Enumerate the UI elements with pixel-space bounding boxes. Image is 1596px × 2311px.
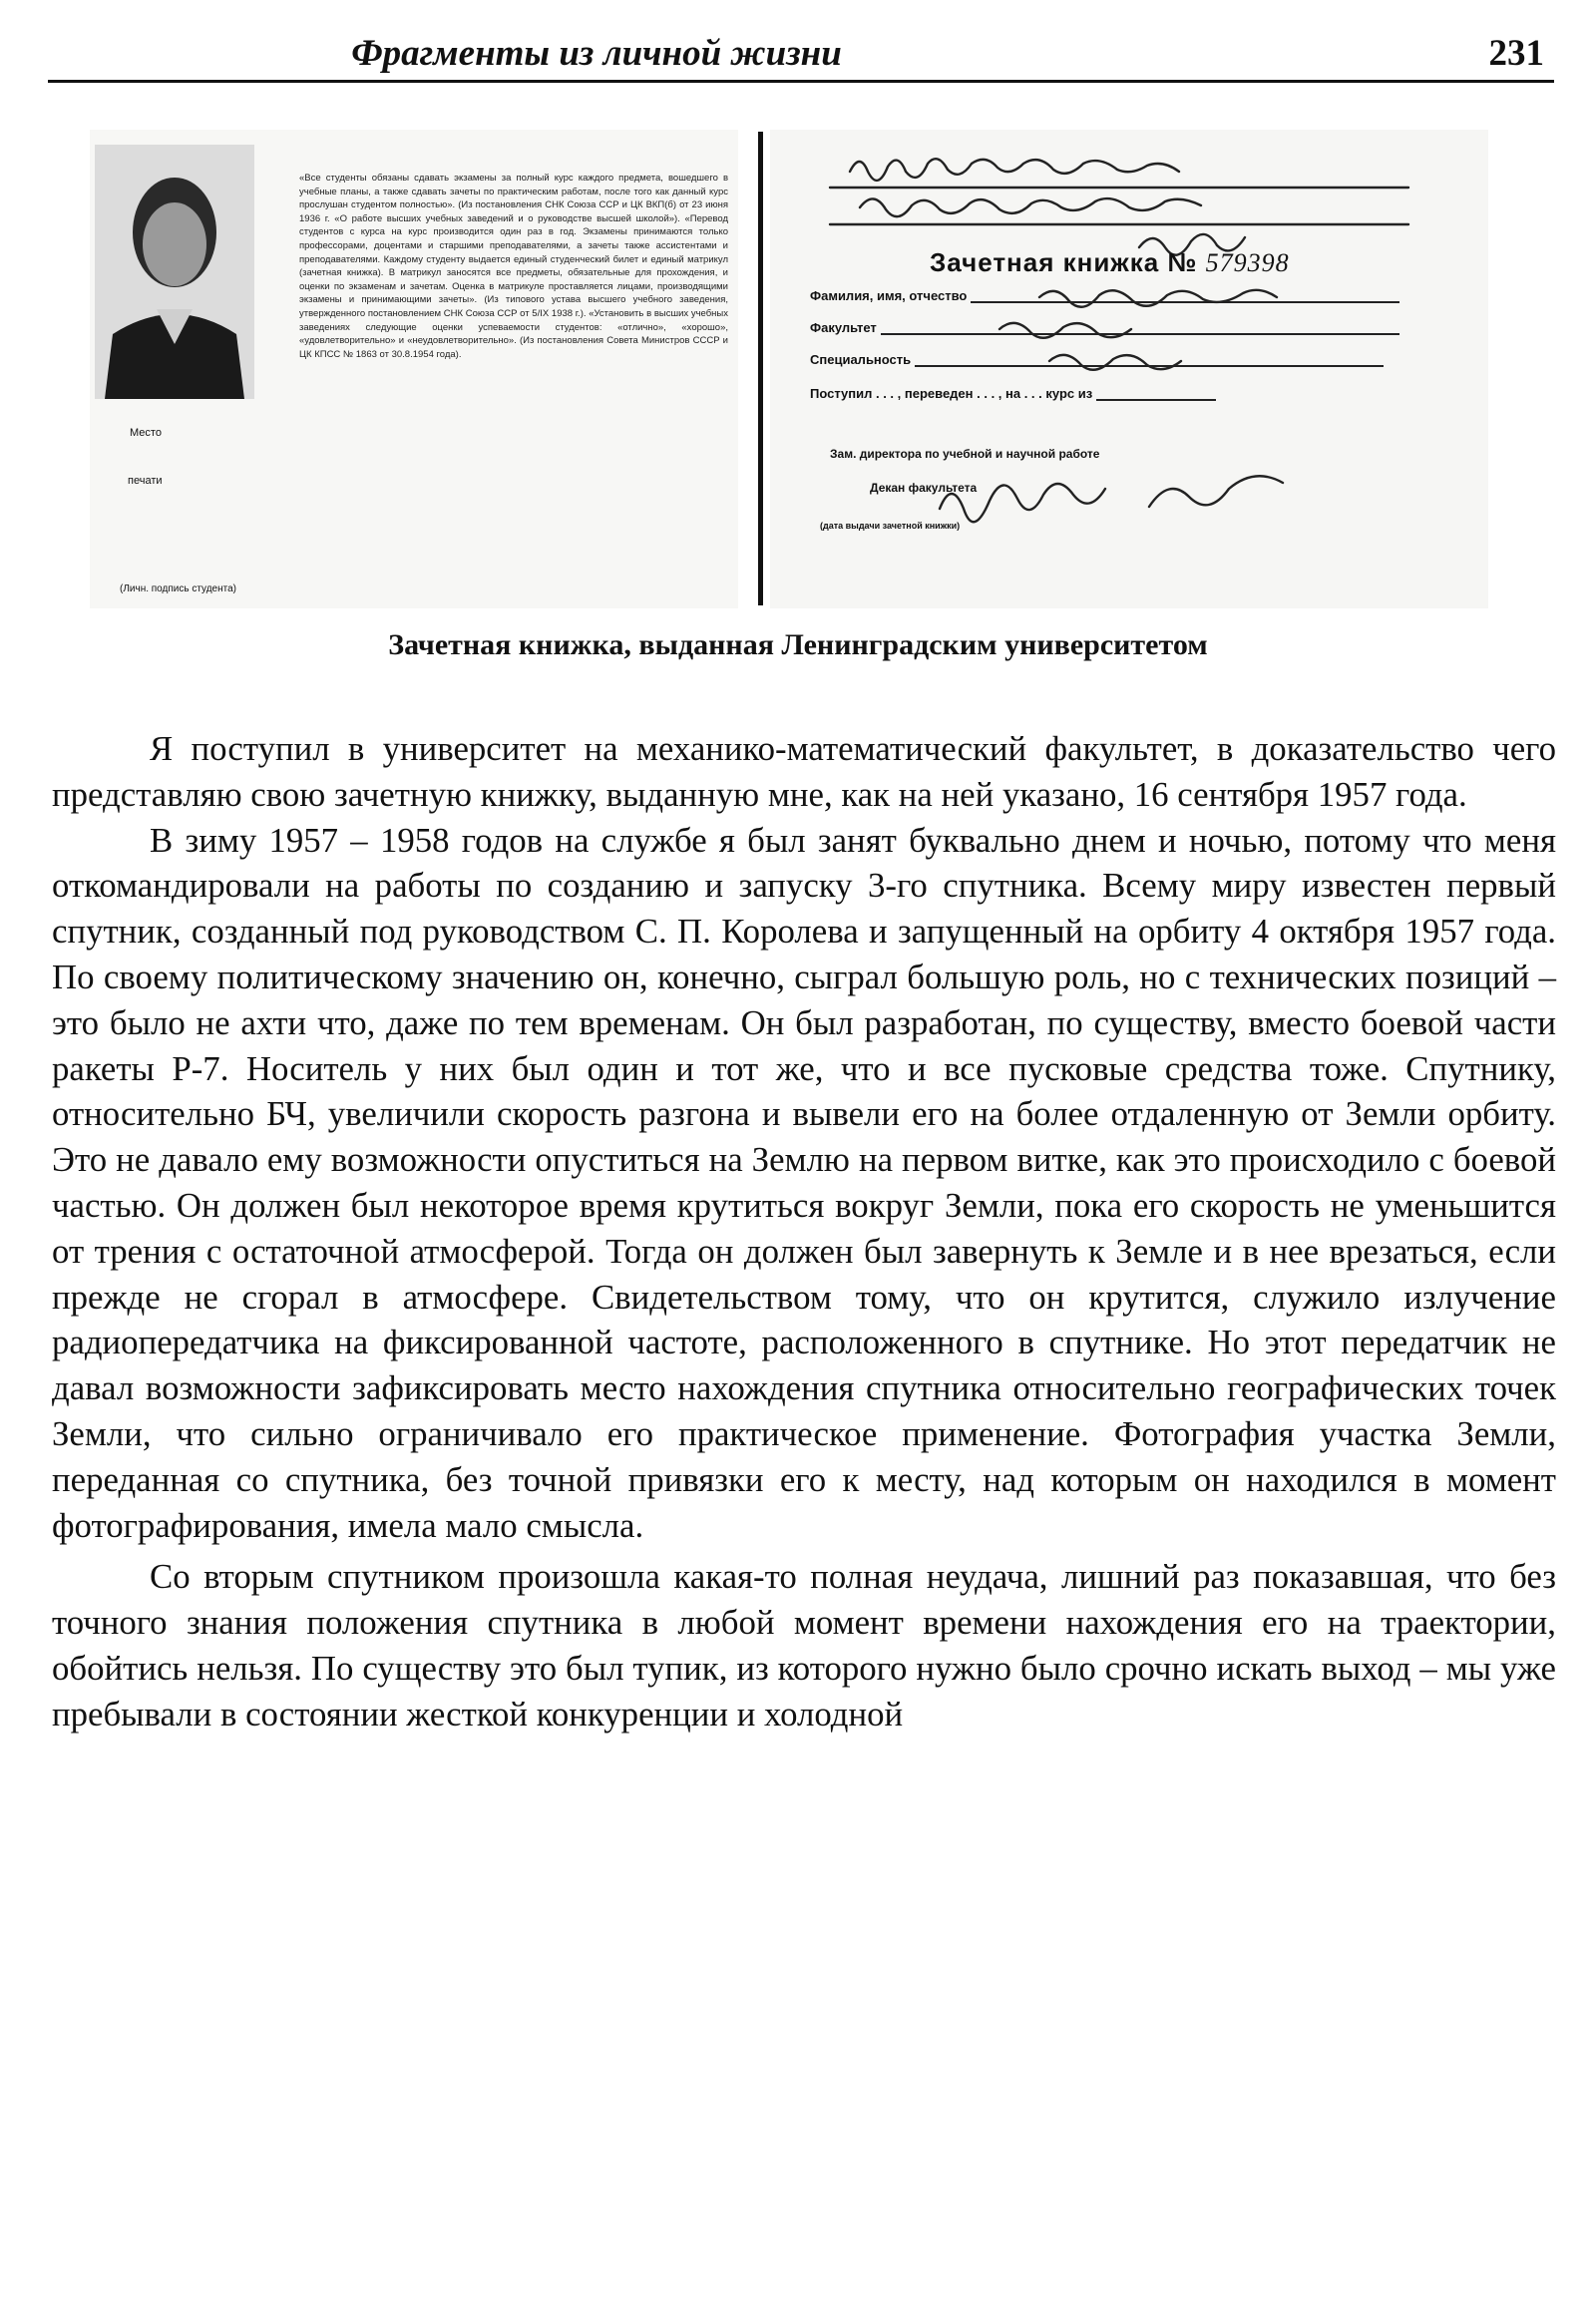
running-title: Фрагменты из личной жизни: [351, 33, 842, 74]
field-full-name: [810, 287, 1399, 303]
paragraph: Со вторым спутником произошла какая-то полная неудача, лишний раз показавшая, что без точного знания положения спутника в любой момент времени нахождения его на траектории, обойтись нельзя. По существу это был тупик, из которого нужно было срочно искать выход – мы уже пребывали в состоянии жесткой конкуренции и холодной: [52, 1557, 1556, 1733]
paragraph: Я поступил в университет на механико-математический факультет, в доказательство чего представляю свою зачетную книжку, выданную мне, как на ней указано, 16 сентября 1957 года.: [52, 729, 1556, 814]
field-full-name-label: Фамилия, имя, отчество: [810, 288, 968, 303]
seal-place-label: Место: [130, 427, 162, 439]
student-signature-caption: (Личн. подпись студента): [120, 583, 236, 594]
record-book-left-page: [90, 130, 738, 608]
field-specialty-label: Специальность: [810, 352, 912, 367]
handwriting-signature: [770, 130, 1488, 608]
field-admitted: [810, 385, 1216, 401]
record-book-fold: [758, 132, 763, 605]
record-book-title-label: Зачетная книжка №: [930, 247, 1198, 277]
student-portrait-photo: [95, 145, 254, 399]
record-book-rules-text: «Все студенты обязаны сдавать экзамены за полный курс каждого предмета, вошедшего в учебные планы, а также сдавать зачеты по практическим работам, после того как данный курс прослушан студентом полностью». (Из постановления СНК Союза ССР и ЦК ВКП(б) от 23 июня 1936 г. «О работе высших учебных заведений и о руководстве высшей школой»). «Перевод студентов с курса на курс производится один раз в год. Экзамены принимаются только профессорами, доцентами и старшими преподавателями, а зачеты также ассистентами и преподавателями. Каждому студенту выдается единый студенческий билет и единый матрикул (зачетная книжка). В матрикул заносятся все предметы, обязательные для прохождения, и оценки по экзаменам и зачетам. Оценка в матрикуле проставляется лицами, производящими экзамены и принимающими зачеты». (Из типового устава высшего учебного заведения, утвержденного постановлением СНК Союза ССР от 5/IX 1938 г.). «Установить в высших учебных заведениях следующие оценки успеваемости студентов: «отлично», «хорошо», «удовлетворительно» и «неудовлетворительно». (Из постановления Совета Министров СССР и ЦК КПСС № 1863 от 30.8.1954 года).: [299, 173, 728, 360]
paragraph: В зиму 1957 – 1958 годов на службе я был занят буквально днем и ночью, потому что меня откомандировали на работы по созданию и запуску 3-го спутника. Всему миру известен первый спутник, созданный под руководством С. П. Королева и запущенный на орбиту 4 октября 1957 года. По своему политическому значению он, конечно, сыграл большую роль, но с технических позиций – это было не ахти что, даже по тем временам. Он был разработан, по существу, вместо боевой части ракеты Р-7. Носитель у них был один и тот же, что и все пусковые средства тоже. Спутнику, относительно БЧ, увеличили скорость разгона и вывели его на более отдаленную от Земли орбиту. Это не давало ему возможности опуститься на Землю на первом витке, как это происходило с боевой частью. Он должен был некоторое время крутиться вокруг Земли, пока его скорость не уменьшится от трения с остаточной атмосферой. Тогда он должен был завернуть к Земле и в нее врезаться, если прежде не сгорал в атмосфере. Свидетельством тому, что он крутится, служило излучение радиопередатчика на фиксированной частоте, расположенного в спутнике. Но этот передатчик не давал возможности зафиксировать место нахождения спутника относительно географических точек Земли, что сильно ограничивало его практическое применение. Фотография участка Земли, переданная со спутника, без точной привязки его к месту, над которым он находился в момент фотографирования, имела мало смысла.: [52, 820, 1556, 1545]
record-book-figure: [90, 130, 1486, 608]
field-faculty: [810, 319, 1399, 335]
header-rule: [48, 80, 1554, 83]
deputy-director-label: Зам. директора по учебной и научной работе: [830, 447, 1100, 461]
field-specialty: [810, 351, 1384, 367]
field-faculty-label: Факультет: [810, 320, 877, 335]
seal-label: печати: [128, 475, 163, 487]
record-book-right-page: [770, 130, 1488, 608]
record-book-number: 579398: [1205, 248, 1290, 277]
issue-date-label: (дата выдачи зачетной книжки): [820, 521, 961, 531]
body-text: [52, 726, 1556, 1737]
page-number: 231: [1488, 33, 1544, 74]
running-header: [48, 28, 1554, 80]
record-book-title: [930, 247, 1290, 278]
dean-label: Декан факультета: [870, 481, 978, 495]
figure-caption: Зачетная книжка, выданная Ленинградским университетом: [388, 628, 1208, 661]
field-admitted-label: Поступил . . . , переведен . . . , на . . . курс из: [810, 386, 1093, 401]
